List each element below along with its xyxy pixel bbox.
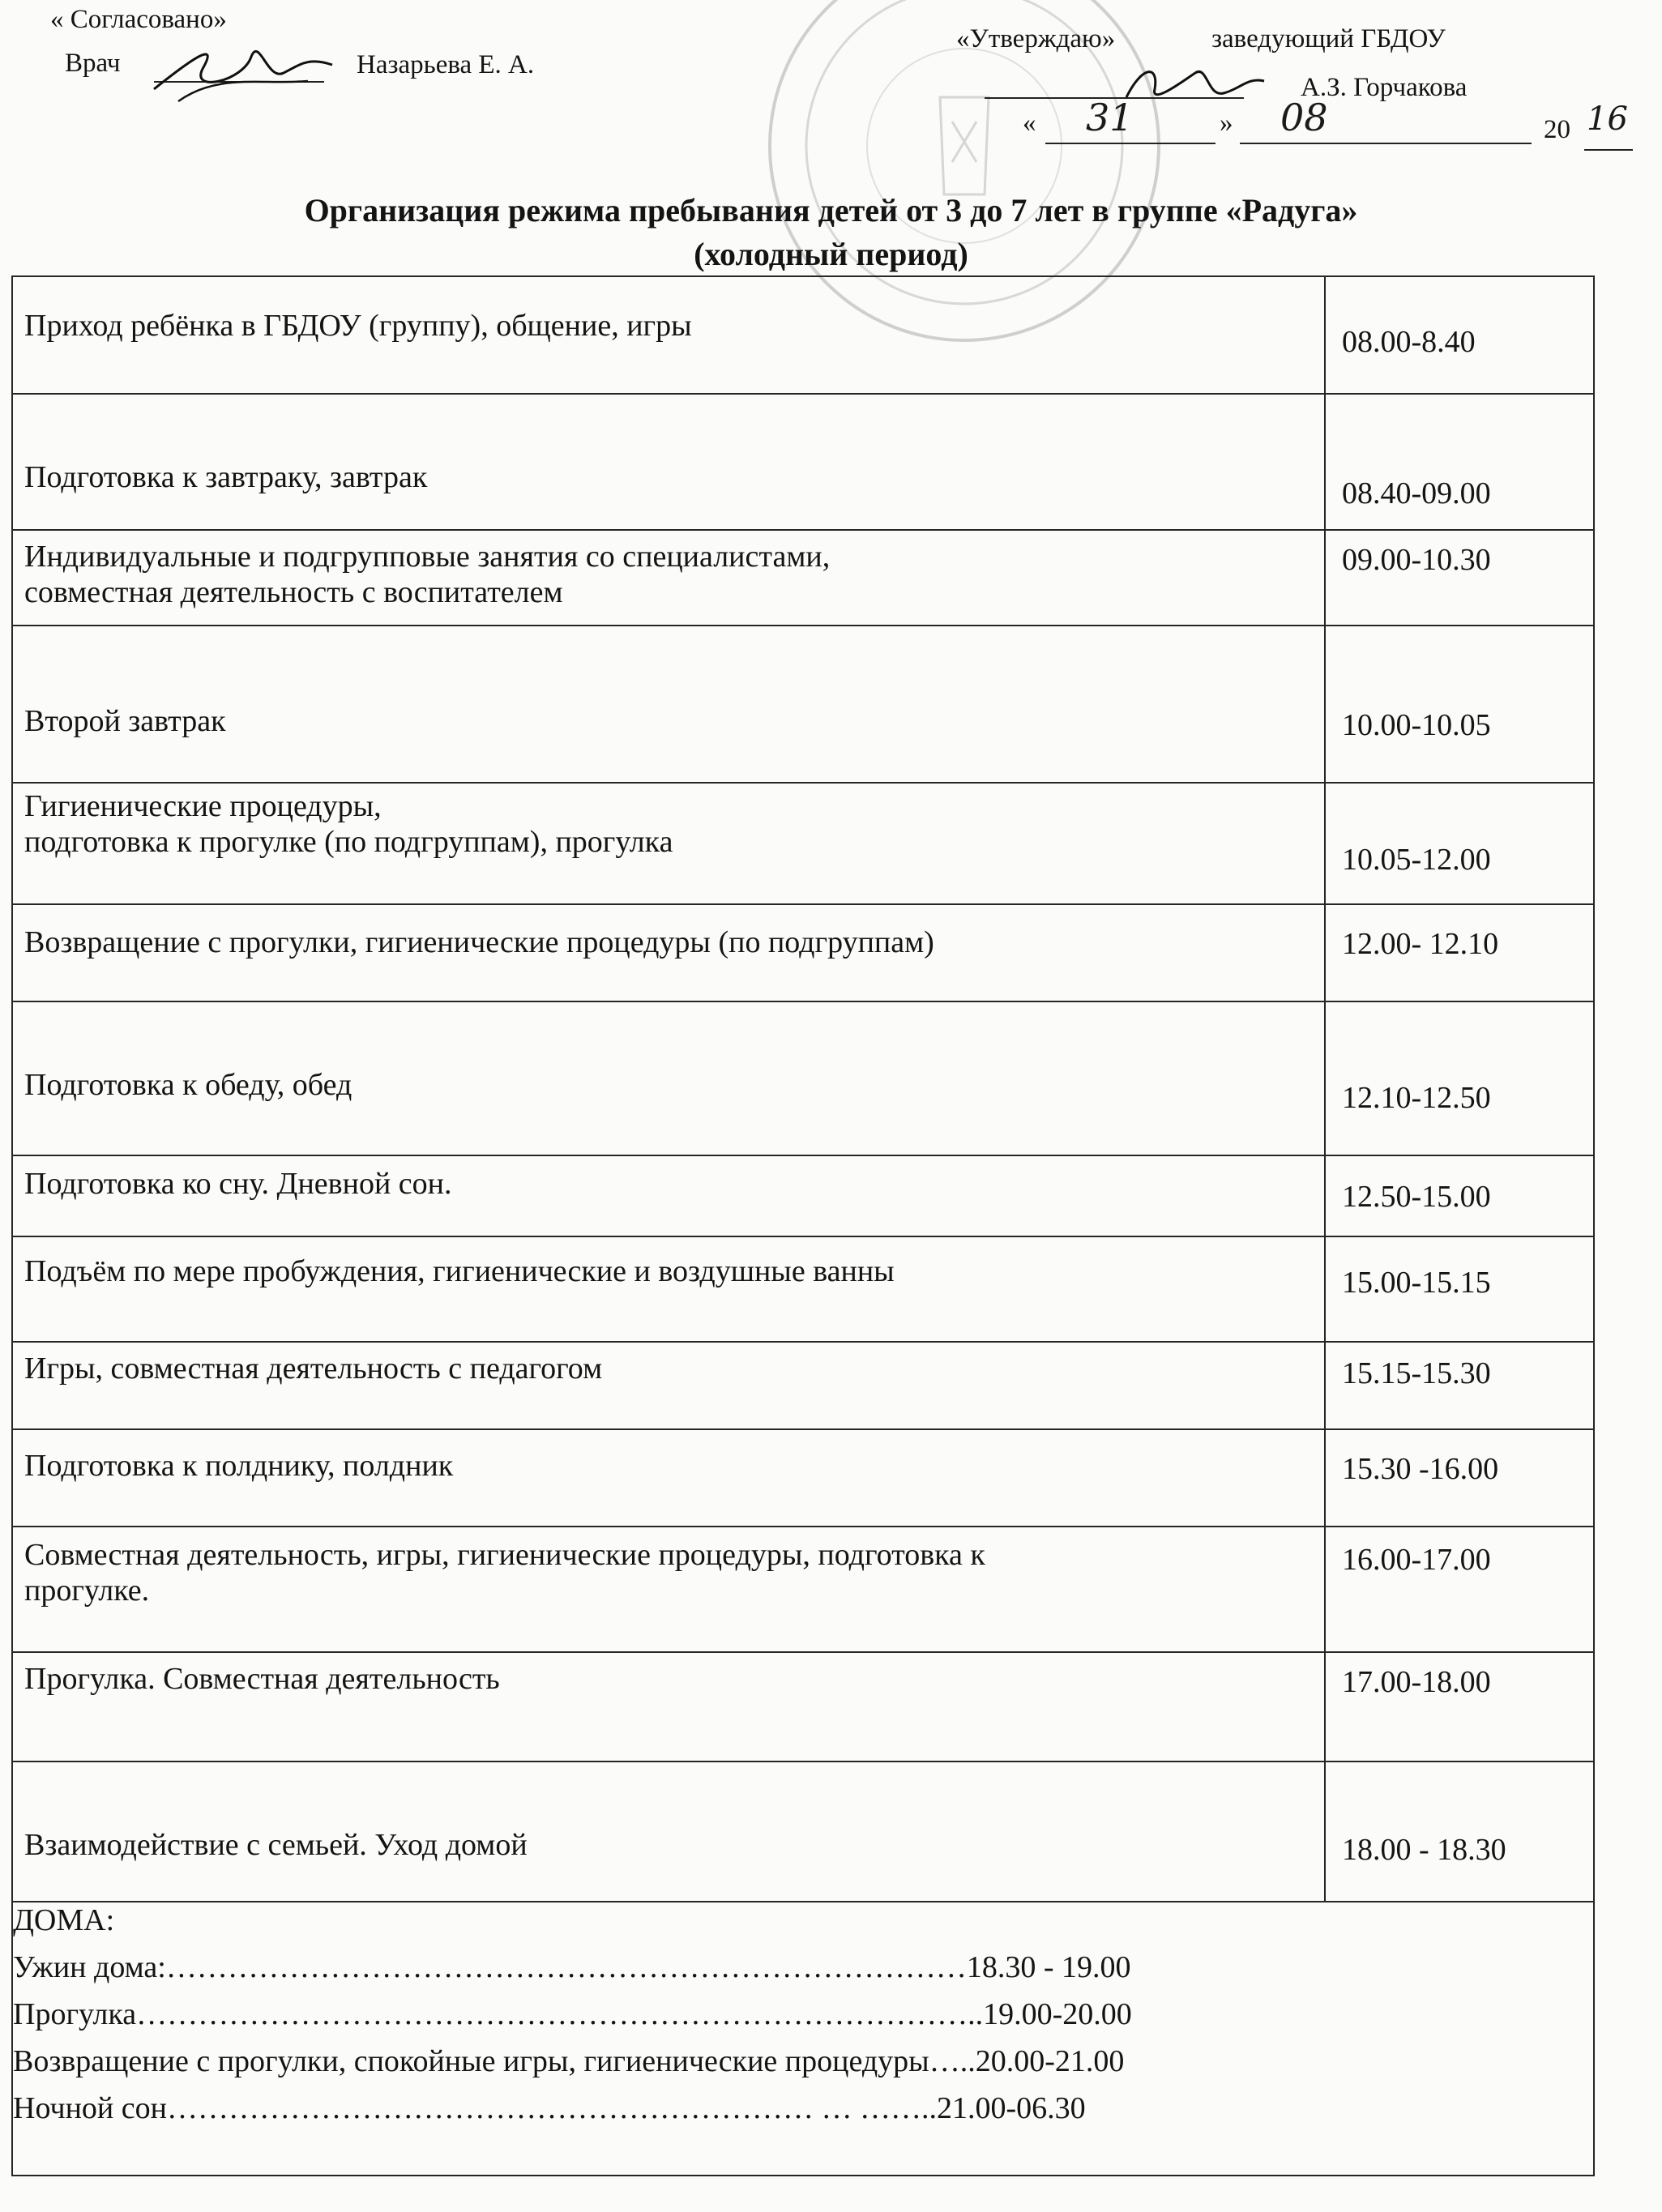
time-cell: 15.15-15.30 bbox=[1342, 1356, 1491, 1390]
date-month-line bbox=[1240, 143, 1532, 144]
activity-cell: Подъём по мере пробуждения, гигиенические и воздушные ванны bbox=[24, 1254, 895, 1288]
head-signature bbox=[1118, 49, 1272, 113]
schedule-row bbox=[13, 1762, 1593, 1868]
schedule-row bbox=[13, 395, 1593, 531]
schedule-row bbox=[13, 1156, 1593, 1237]
time-cell: 17.00-18.00 bbox=[1342, 1665, 1491, 1699]
date-year-suffix: 16 bbox=[1587, 100, 1628, 138]
time-cell: 15.30 -16.00 bbox=[1342, 1452, 1499, 1486]
schedule-row bbox=[13, 1237, 1593, 1343]
home-schedule-line: Прогулка………………………………………………………………………..19.00-20.00 bbox=[13, 1997, 1132, 2031]
date-day-line bbox=[1045, 143, 1216, 144]
home-schedule-line: Ужин дома:……………………………………………………………………18.30 - 19.00 bbox=[13, 1950, 1131, 1984]
activity-cell: Гигиенические процедуры, подготовка к прогулке (по подгруппам), прогулка bbox=[24, 789, 673, 859]
doctor-name: Назарьева Е. А. bbox=[357, 50, 535, 79]
schedule-row bbox=[13, 626, 1593, 784]
schedule-row bbox=[13, 1002, 1593, 1156]
time-cell: 12.50-15.00 bbox=[1342, 1180, 1491, 1214]
time-cell: 16.00-17.00 bbox=[1342, 1543, 1491, 1577]
activity-cell: Подготовка к завтраку, завтрак bbox=[24, 460, 428, 494]
activity-cell: Подготовка к обеду, обед bbox=[24, 1068, 352, 1102]
time-cell: 12.00- 12.10 bbox=[1342, 927, 1499, 961]
time-cell: 10.00-10.05 bbox=[1342, 708, 1491, 742]
schedule-table bbox=[11, 275, 1595, 1902]
approve-label: «Утверждаю» bbox=[956, 24, 1116, 53]
date-year-line bbox=[1584, 149, 1633, 151]
agreed-label: « Согласовано» bbox=[50, 5, 227, 34]
home-heading: ДОМА: bbox=[13, 1903, 115, 1937]
activity-cell: Прогулка. Совместная деятельность bbox=[24, 1662, 500, 1696]
document-subtitle: (холодный период) bbox=[694, 236, 968, 272]
date-month: 08 bbox=[1280, 96, 1328, 139]
activity-cell: Возвращение с прогулки, гигиенические процедуры (по подгруппам) bbox=[24, 925, 934, 959]
schedule-row bbox=[13, 1527, 1593, 1653]
activity-cell: Приход ребёнка в ГБДОУ (группу), общение, игры bbox=[24, 309, 692, 343]
activity-cell: Подготовка к полднику, полдник bbox=[24, 1449, 454, 1483]
doctor-signature bbox=[146, 24, 340, 113]
schedule-row bbox=[13, 1343, 1593, 1430]
time-cell: 18.00 - 18.30 bbox=[1342, 1833, 1506, 1867]
schedule-row bbox=[13, 531, 1593, 626]
schedule-row bbox=[13, 1653, 1593, 1762]
activity-cell: Индивидуальные и подгрупповые занятия со специалистами, совместная деятельность с воспитателем bbox=[24, 540, 831, 609]
date-year-prefix: 20 bbox=[1544, 115, 1570, 144]
date-close-quote: » bbox=[1220, 109, 1233, 138]
time-cell: 08.00-8.40 bbox=[1342, 325, 1476, 359]
document-title: Организация режима пребывания детей от 3 до 7 лет в группе «Радуга» bbox=[304, 192, 1358, 228]
time-cell: 08.40-09.00 bbox=[1342, 476, 1491, 510]
date-open-quote: « bbox=[1023, 109, 1036, 138]
schedule-row bbox=[13, 905, 1593, 1002]
head-title: заведующий ГБДОУ bbox=[1211, 24, 1446, 53]
activity-cell: Совместная деятельность, игры, гигиенические процедуры, подготовка к прогулке. bbox=[24, 1538, 985, 1608]
activity-cell: Игры, совместная деятельность с педагогом bbox=[24, 1352, 603, 1386]
activity-cell: Взаимодействие с семьей. Уход домой bbox=[24, 1828, 528, 1862]
schedule-row bbox=[13, 1430, 1593, 1527]
home-section bbox=[11, 1899, 1595, 2176]
time-cell: 15.00-15.15 bbox=[1342, 1266, 1491, 1300]
head-name: А.З. Горчакова bbox=[1301, 73, 1468, 102]
time-cell: 09.00-10.30 bbox=[1342, 543, 1491, 577]
schedule-row bbox=[13, 784, 1593, 905]
schedule-row bbox=[13, 277, 1593, 395]
time-cell: 10.05-12.00 bbox=[1342, 843, 1491, 877]
date-day: 31 bbox=[1086, 96, 1134, 139]
activity-cell: Подготовка ко сну. Дневной сон. bbox=[24, 1167, 452, 1201]
time-cell: 12.10-12.50 bbox=[1342, 1081, 1491, 1115]
home-schedule-line: Ночной сон……………………………………………………… … ……..21.00-06.30 bbox=[13, 2091, 1086, 2125]
activity-cell: Второй завтрак bbox=[24, 704, 226, 738]
doctor-label: Врач bbox=[65, 49, 121, 78]
home-schedule-line: Возвращение с прогулки, спокойные игры, гигиенические процедуры…..20.00-21.00 bbox=[13, 2044, 1125, 2078]
